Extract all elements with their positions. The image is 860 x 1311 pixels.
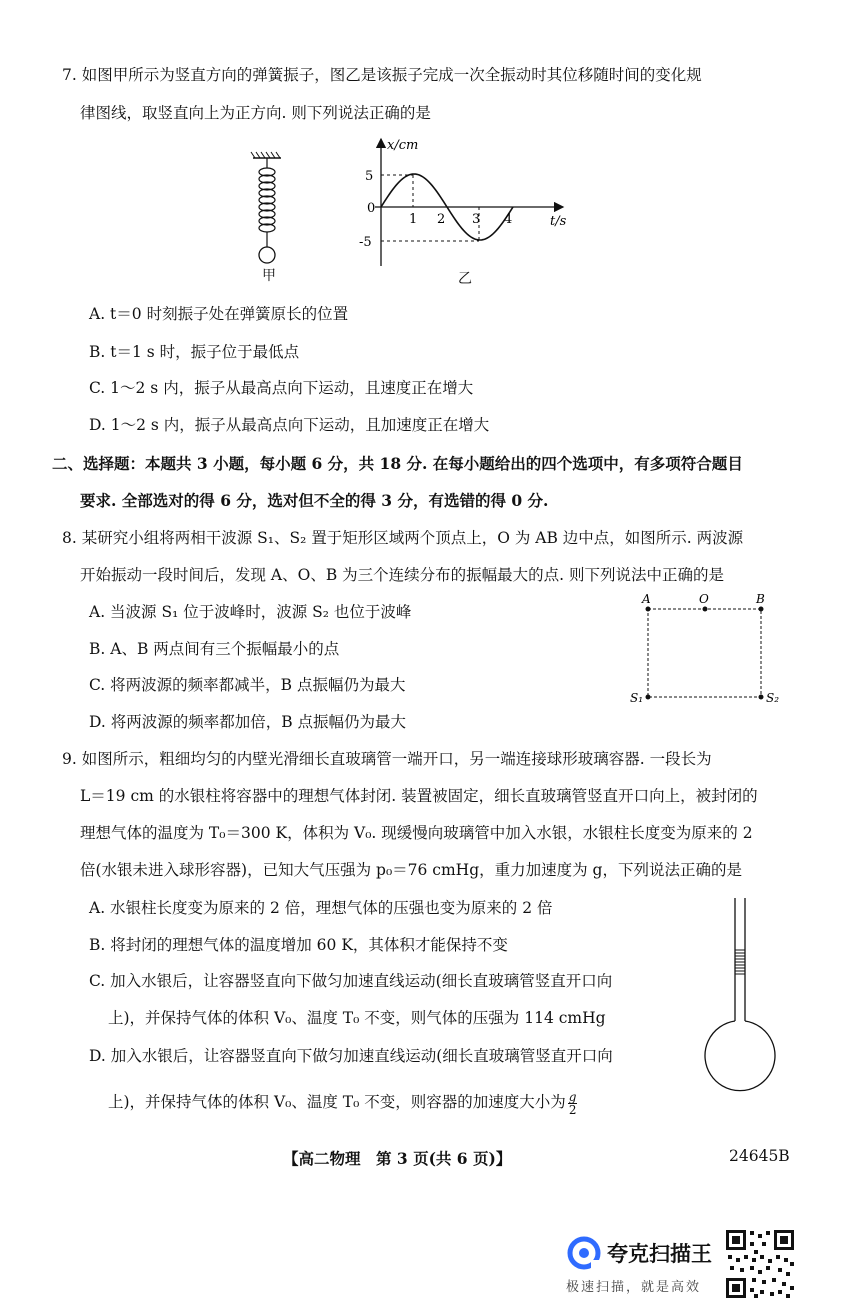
q7-stem-line2: 律图线，取竖直向上为正方向. 则下列说法正确的是 xyxy=(80,104,431,122)
q9-stem-line2: L＝19 cm 的水银柱将容器中的理想气体封闭. 装置被固定，细长直玻璃管竖直开口向上，被封闭的 xyxy=(80,787,758,805)
section2-header-line1: 二、选择题：本题共 3 小题，每小题 6 分，共 18 分. 在每小题给出的四个选项中，有多项符合题目 xyxy=(52,454,743,473)
watermark-brand: 夸克扫描王 xyxy=(607,1242,712,1266)
q9-stem-line3: 理想气体的温度为 T₀＝300 K，体积为 V₀. 现缓慢向玻璃管中加入水银，水银柱长度变为原来的 2 xyxy=(80,824,753,842)
fraction-denominator: 2 xyxy=(568,1102,577,1117)
paper-code: 24645B xyxy=(729,1147,790,1165)
mercury-column xyxy=(735,950,745,974)
q9-option-b: B. 将封闭的理想气体的温度增加 60 K，其体积才能保持不变 xyxy=(89,936,508,954)
q8-option-a: A. 当波源 S₁ 位于波峰时，波源 S₂ 也位于波峰 xyxy=(89,603,412,621)
label-b: B xyxy=(756,593,765,606)
point-o xyxy=(703,607,708,612)
q9-option-d-continued xyxy=(108,1090,577,1116)
figure-yi-label: 乙 xyxy=(458,271,472,287)
figure-jia-label: 甲 xyxy=(262,268,276,284)
page-footer: 【高二物理 第 3 页(共 6 页)】 xyxy=(283,1149,512,1168)
x-tick-4: 4 xyxy=(504,212,513,227)
spherical-container xyxy=(705,1021,775,1091)
y-axis-label: x/cm xyxy=(387,138,419,153)
glass-tube-bulb-figure xyxy=(700,893,790,1108)
point-a xyxy=(646,607,651,612)
label-a: A xyxy=(642,593,651,606)
q9-option-d-continued-text: 上)，并保持气体的体积 V₀、温度 T₀ 不变，则容器的加速度大小为 xyxy=(108,1093,566,1111)
q9-stem-line1: 9. 如图所示，粗细均匀的内壁光滑细长直玻璃管一端开口，另一端连接球形玻璃容器. 一段长为 xyxy=(62,750,712,768)
q8-option-d: D. 将两波源的频率都加倍，B 点振幅仍为最大 xyxy=(89,713,407,731)
point-s2 xyxy=(759,695,764,700)
quark-logo-icon xyxy=(567,1236,601,1270)
q7-option-c: C. 1～2 s 内，振子从最高点向下运动，且速度正在增大 xyxy=(89,379,474,397)
q8-option-c: C. 将两波源的频率都减半，B 点振幅仍为最大 xyxy=(89,676,406,694)
section2-header-line2: 要求. 全部选对的得 6 分，选对但不全的得 3 分，有选错的得 0 分. xyxy=(80,491,549,510)
label-s2: S₂ xyxy=(766,691,780,705)
x-tick-3: 3 xyxy=(472,212,481,227)
q9-option-c: C. 加入水银后，让容器竖直向下做匀加速直线运动(细长直玻璃管竖直开口向 xyxy=(89,972,613,990)
q7-option-d: D. 1～2 s 内，振子从最高点向下运动，且加速度正在增大 xyxy=(89,416,490,434)
fraction-numerator: g xyxy=(568,1089,577,1104)
label-s1: S₁ xyxy=(630,691,644,705)
q8-stem-line1: 8. 某研究小组将两相干波源 S₁、S₂ 置于矩形区域两个顶点上，O 为 AB 边中点，如图所示. 两波源 xyxy=(62,529,744,547)
point-b xyxy=(759,607,764,612)
y-tick-0: 0 xyxy=(367,201,376,216)
q7-option-b: B. t＝1 s 时，振子位于最低点 xyxy=(89,343,300,361)
fraction-g-over-2 xyxy=(568,1091,578,1116)
q8-stem-line2: 开始振动一段时间后，发现 A、O、B 为三个连续分布的振幅最大的点. 则下列说法中正确的是 xyxy=(80,566,725,584)
q8-option-b: B. A、B 两点间有三个振幅最小的点 xyxy=(89,640,340,658)
displacement-time-graph xyxy=(345,133,585,273)
label-o: O xyxy=(699,593,709,606)
q9-option-d: D. 加入水银后，让容器竖直向下做匀加速直线运动(细长直玻璃管竖直开口向 xyxy=(89,1047,613,1065)
y-tick-neg5: -5 xyxy=(359,235,372,250)
q9-option-a: A. 水银柱长度变为原来的 2 倍，理想气体的压强也变为原来的 2 倍 xyxy=(89,899,553,917)
x-tick-2: 2 xyxy=(437,212,446,227)
point-s1 xyxy=(646,695,651,700)
y-tick-5: 5 xyxy=(365,169,374,184)
q7-stem-line1: 7. 如图甲所示为竖直方向的弹簧振子，图乙是该振子完成一次全振动时其位移随时间的变化规 xyxy=(62,66,702,84)
q9-stem-line4: 倍(水银未进入球形容器)，已知大气压强为 p₀＝76 cmHg，重力加速度为 g，下列说法正确的是 xyxy=(80,861,742,879)
wave-source-rectangle-figure xyxy=(625,593,785,708)
watermark-slogan: 极速扫描，就是高效 xyxy=(566,1280,702,1295)
q7-option-a: A. t＝0 时刻振子处在弹簧原长的位置 xyxy=(89,305,349,323)
q9-option-c-continued: 上)，并保持气体的体积 V₀、温度 T₀ 不变，则气体的压强为 114 cmHg xyxy=(108,1009,606,1027)
qr-code-icon xyxy=(724,1228,796,1300)
x-axis-label: t/s xyxy=(550,214,567,229)
x-tick-1: 1 xyxy=(409,212,418,227)
